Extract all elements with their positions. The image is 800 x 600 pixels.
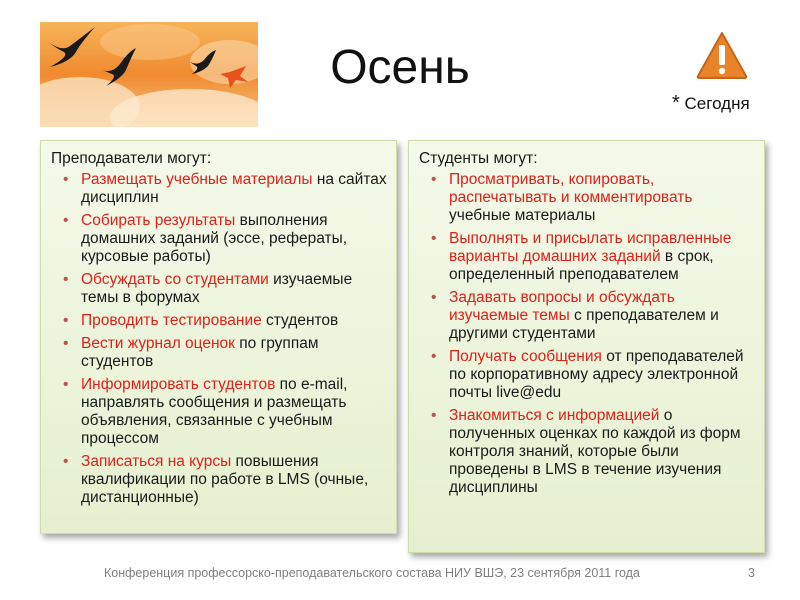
bullet-icon: • [63, 453, 69, 470]
list-item [51, 376, 388, 448]
bullet-icon: • [431, 171, 437, 188]
item-highlight: Записаться на курсы [81, 453, 232, 470]
teachers-heading: Преподаватели могут: [51, 150, 212, 167]
item-highlight: Выполнять и присылать исправленные варианты домашних заданий [449, 230, 732, 265]
item-highlight: Проводить тестирование [81, 312, 262, 329]
students-heading: Студенты могут: [419, 150, 538, 167]
bullet-icon: • [63, 212, 69, 229]
slide-title: Осень [330, 41, 470, 94]
today-note [672, 92, 750, 115]
item-highlight: Получать сообщения [449, 348, 602, 365]
item-highlight: Вести журнал оценок [81, 335, 235, 352]
bullet-icon: • [63, 171, 69, 188]
list-item [51, 453, 388, 507]
item-text: от преподавателей по корпоративному адресу электронной почты live@edu [449, 348, 744, 401]
bullet-icon: • [63, 271, 69, 288]
warning-triangle-icon [695, 30, 749, 80]
item-highlight: Информировать студентов [81, 376, 276, 393]
list-item [419, 289, 756, 343]
autumn-birds-photo [40, 22, 258, 127]
item-highlight: Размещать учебные материалы [81, 171, 313, 188]
students-list [419, 171, 756, 497]
item-text: студентов [261, 312, 339, 329]
item-text: на сайтах дисциплин [81, 171, 387, 206]
item-text: в срок, определенный преподавателем [449, 248, 714, 283]
item-highlight: Обсуждать со студентами [81, 271, 269, 288]
item-text: с преподавателем и другими студентами [449, 307, 719, 342]
item-text: учебные материалы [449, 207, 596, 224]
bullet-icon: • [63, 376, 69, 393]
students-panel [408, 140, 765, 553]
item-text: по группам студентов [81, 335, 319, 370]
list-item [419, 171, 756, 225]
today-label: Сегодня [684, 94, 750, 113]
item-highlight: Задавать вопросы и обсуждать изучаемые темы [449, 289, 675, 324]
bullet-icon: • [431, 230, 437, 247]
list-item [51, 312, 388, 330]
teachers-list [51, 171, 388, 507]
item-text: по e-mail, направлять сообщения и размещать объявления, связанные с учебным процессом [81, 376, 348, 447]
list-item [51, 171, 388, 207]
list-item [419, 348, 756, 402]
item-text: выполнения домашних заданий (эссе, рефераты, курсовые работы) [81, 212, 348, 265]
bullet-icon: • [63, 312, 69, 329]
item-highlight: Просматривать, копировать, распечатывать и комментировать [449, 171, 693, 206]
today-star: * [672, 92, 680, 114]
item-highlight: Собирать результаты [81, 212, 236, 229]
list-item [51, 271, 388, 307]
bullet-icon: • [431, 348, 437, 365]
list-item [419, 230, 756, 284]
bullet-icon: • [431, 289, 437, 306]
item-highlight: Знакомиться с информацией [449, 407, 660, 424]
item-text: изучаемые темы в форумах [81, 271, 353, 306]
bullet-icon: • [431, 407, 437, 424]
bullet-icon: • [63, 335, 69, 352]
footer-text: Конференция профессорско-преподавательского состава НИУ ВШЭ, 23 сентября 2011 года [104, 566, 640, 580]
page-number: 3 [748, 566, 755, 580]
list-item [51, 335, 388, 371]
teachers-panel [40, 140, 397, 534]
item-text: повышения квалификации по работе в LMS (очные, дистанционные) [81, 453, 369, 506]
list-item [419, 407, 756, 497]
item-text: о полученных оценках по каждой из форм контроля знаний, которые были проведены в LMS в течение изучения дисциплины [449, 407, 741, 496]
list-item [51, 212, 388, 266]
